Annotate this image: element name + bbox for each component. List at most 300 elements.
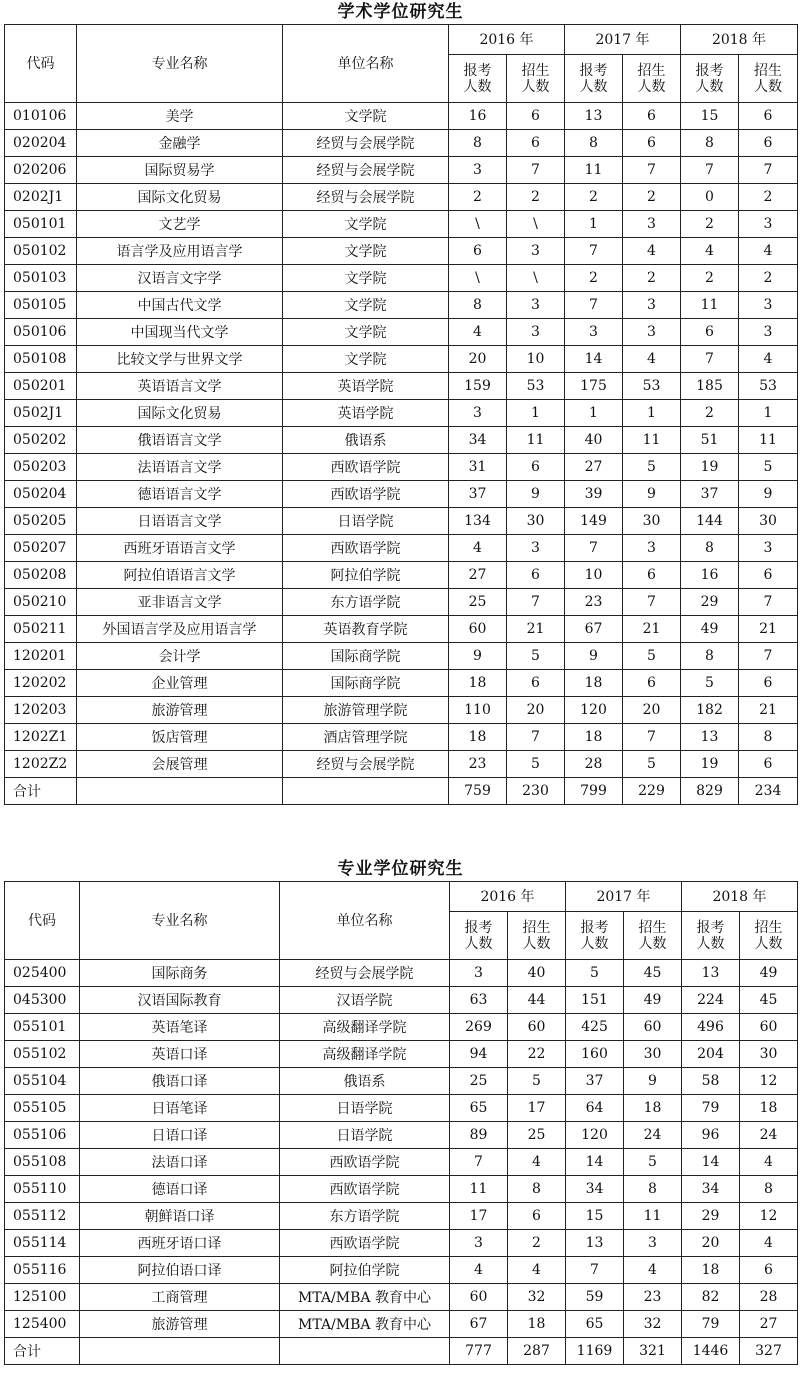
cell-2018-admitted: 9: [739, 481, 798, 508]
cell-major: 英语笔译: [80, 1014, 280, 1041]
cell-major: 阿拉伯语语言文学: [77, 562, 283, 589]
cell-2018-applied: 79: [682, 1311, 740, 1338]
total-cell: 321: [624, 1338, 682, 1365]
header-admitted: 招生人数: [623, 55, 681, 103]
cell-2017-applied: 5: [566, 960, 624, 987]
cell-2016-applied: 11: [450, 1176, 508, 1203]
cell-2016-applied: 269: [450, 1014, 508, 1041]
header-year-2016: 2016 年: [450, 882, 566, 912]
cell-2016-applied: 3: [450, 960, 508, 987]
cell-2017-applied: 14: [565, 346, 623, 373]
cell-2017-admitted: 9: [624, 1068, 682, 1095]
cell-major: 比较文学与世界文学: [77, 346, 283, 373]
cell-2018-admitted: 49: [740, 960, 798, 987]
cell-unit: 俄语系: [283, 427, 449, 454]
cell-2016-admitted: 7: [507, 589, 565, 616]
cell-2016-admitted: 3: [507, 319, 565, 346]
cell-2017-applied: 37: [566, 1068, 624, 1095]
cell-code: 055114: [5, 1230, 80, 1257]
cell-code: 055116: [5, 1257, 80, 1284]
total-row: [5, 778, 798, 805]
cell-2018-applied: 79: [682, 1095, 740, 1122]
total-cell: [283, 778, 449, 805]
cell-2016-applied: 27: [449, 562, 507, 589]
cell-major: 饭店管理: [77, 724, 283, 751]
cell-2016-applied: 134: [449, 508, 507, 535]
cell-2018-applied: 13: [682, 960, 740, 987]
cell-2018-applied: 82: [682, 1284, 740, 1311]
cell-code: 050210: [5, 589, 77, 616]
cell-2018-applied: 4: [681, 238, 739, 265]
cell-2018-admitted: 6: [739, 562, 798, 589]
cell-2018-admitted: 60: [740, 1014, 798, 1041]
cell-2018-admitted: 7: [739, 643, 798, 670]
table-row: [5, 589, 798, 616]
cell-2016-admitted: 5: [507, 751, 565, 778]
cell-2016-applied: 17: [450, 1203, 508, 1230]
cell-major: 亚非语言文学: [77, 589, 283, 616]
cell-major: 西班牙语语言文学: [77, 535, 283, 562]
cell-unit: MTA/MBA 教育中心: [280, 1284, 450, 1311]
cell-2017-admitted: 2: [623, 184, 681, 211]
cell-code: 050208: [5, 562, 77, 589]
cell-unit: 日语学院: [280, 1095, 450, 1122]
cell-code: 050211: [5, 616, 77, 643]
table-row: [5, 1176, 798, 1203]
cell-2018-applied: 8: [681, 643, 739, 670]
cell-2018-admitted: 3: [739, 211, 798, 238]
cell-2017-applied: 151: [566, 987, 624, 1014]
cell-2016-admitted: 6: [508, 1203, 566, 1230]
cell-2018-admitted: 45: [740, 987, 798, 1014]
cell-major: 外国语言学及应用语言学: [77, 616, 283, 643]
cell-2016-applied: 110: [449, 697, 507, 724]
header-applied: 报考人数: [566, 912, 624, 960]
table-row: [5, 481, 798, 508]
cell-unit: 高级翻译学院: [280, 1014, 450, 1041]
cell-2017-admitted: 4: [624, 1257, 682, 1284]
cell-2017-admitted: 5: [623, 454, 681, 481]
cell-unit: 英语学院: [283, 400, 449, 427]
header-year-2018: 2018 年: [682, 882, 798, 912]
total-cell: [77, 778, 283, 805]
cell-2016-admitted: 3: [507, 535, 565, 562]
cell-2018-applied: 2: [681, 400, 739, 427]
cell-2017-applied: 39: [565, 481, 623, 508]
cell-unit: 文学院: [283, 211, 449, 238]
cell-2017-admitted: 3: [623, 292, 681, 319]
cell-2018-admitted: 11: [739, 427, 798, 454]
header-year-2017: 2017 年: [566, 882, 682, 912]
cell-2018-applied: 15: [681, 103, 739, 130]
cell-2016-admitted: \: [507, 211, 565, 238]
cell-2018-applied: 13: [681, 724, 739, 751]
cell-2018-admitted: 3: [739, 319, 798, 346]
table-row: [5, 319, 798, 346]
cell-2018-applied: 11: [681, 292, 739, 319]
table-row: [5, 454, 798, 481]
cell-unit: 文学院: [283, 346, 449, 373]
table-row: [5, 103, 798, 130]
header-code: 代码: [5, 25, 77, 103]
academic-title: 学术学位研究生: [337, 2, 464, 22]
cell-2016-admitted: 53: [507, 373, 565, 400]
cell-unit: 阿拉伯学院: [280, 1257, 450, 1284]
cell-2018-admitted: 21: [739, 616, 798, 643]
total-cell: 229: [623, 778, 681, 805]
header-year-2016: 2016 年: [449, 25, 565, 55]
table-row: [5, 1068, 798, 1095]
cell-2017-applied: 160: [566, 1041, 624, 1068]
cell-major: 德语语言文学: [77, 481, 283, 508]
cell-2018-applied: 29: [681, 589, 739, 616]
cell-major: 汉语国际教育: [80, 987, 280, 1014]
table-row: [5, 697, 798, 724]
cell-unit: 高级翻译学院: [280, 1041, 450, 1068]
cell-2017-applied: 149: [565, 508, 623, 535]
cell-2018-admitted: 27: [740, 1311, 798, 1338]
cell-unit: 经贸与会展学院: [280, 960, 450, 987]
cell-2017-admitted: 18: [624, 1095, 682, 1122]
cell-2018-applied: 51: [681, 427, 739, 454]
table-row: [5, 1041, 798, 1068]
cell-code: 050108: [5, 346, 77, 373]
table-row: [5, 1230, 798, 1257]
cell-2016-applied: 23: [449, 751, 507, 778]
cell-2016-applied: 25: [450, 1068, 508, 1095]
cell-2018-applied: 144: [681, 508, 739, 535]
cell-2017-admitted: 1: [623, 400, 681, 427]
cell-code: 050106: [5, 319, 77, 346]
cell-major: 国际文化贸易: [77, 400, 283, 427]
cell-2016-admitted: 5: [508, 1068, 566, 1095]
table-row: [5, 157, 798, 184]
cell-2016-applied: 4: [450, 1257, 508, 1284]
cell-major: 工商管理: [80, 1284, 280, 1311]
cell-2017-admitted: 5: [623, 643, 681, 670]
total-cell: 234: [739, 778, 798, 805]
cell-2018-applied: 496: [682, 1014, 740, 1041]
cell-2016-admitted: 3: [507, 238, 565, 265]
cell-code: 050205: [5, 508, 77, 535]
cell-2017-admitted: 3: [623, 211, 681, 238]
cell-2018-admitted: 5: [739, 454, 798, 481]
cell-unit: 西欧语学院: [280, 1149, 450, 1176]
cell-major: 德语口译: [80, 1176, 280, 1203]
cell-2016-applied: 2: [449, 184, 507, 211]
table-row: [5, 1311, 798, 1338]
header-year-2018: 2018 年: [681, 25, 798, 55]
cell-2018-admitted: 1: [739, 400, 798, 427]
cell-unit: 日语学院: [283, 508, 449, 535]
cell-2018-admitted: 4: [739, 346, 798, 373]
cell-2017-admitted: 2: [623, 265, 681, 292]
total-cell: 759: [449, 778, 507, 805]
cell-unit: 经贸与会展学院: [283, 184, 449, 211]
cell-unit: 俄语系: [280, 1068, 450, 1095]
cell-2018-admitted: 4: [739, 238, 798, 265]
table-row: [5, 211, 798, 238]
cell-2016-applied: 8: [449, 292, 507, 319]
cell-2016-applied: 31: [449, 454, 507, 481]
table-row: [5, 1095, 798, 1122]
academic-table: [4, 24, 798, 805]
cell-2018-applied: 37: [681, 481, 739, 508]
total-cell: [80, 1338, 280, 1365]
cell-2018-admitted: 30: [740, 1041, 798, 1068]
cell-2017-admitted: 9: [623, 481, 681, 508]
cell-2017-admitted: 4: [623, 238, 681, 265]
cell-2018-applied: 96: [682, 1122, 740, 1149]
cell-2016-applied: 89: [450, 1122, 508, 1149]
cell-2016-admitted: 30: [507, 508, 565, 535]
cell-2016-applied: 34: [449, 427, 507, 454]
cell-2016-admitted: 4: [508, 1257, 566, 1284]
cell-2017-applied: 425: [566, 1014, 624, 1041]
cell-2016-admitted: 18: [508, 1311, 566, 1338]
cell-2018-admitted: 2: [739, 265, 798, 292]
cell-major: 国际贸易学: [77, 157, 283, 184]
cell-unit: 西欧语学院: [280, 1230, 450, 1257]
cell-2018-applied: 16: [681, 562, 739, 589]
table-row: [5, 373, 798, 400]
header-admitted: 招生人数: [508, 912, 566, 960]
cell-unit: 东方语学院: [283, 589, 449, 616]
cell-2017-admitted: 6: [623, 103, 681, 130]
cell-code: 050103: [5, 265, 77, 292]
cell-2018-admitted: 2: [739, 184, 798, 211]
cell-2017-applied: 1: [565, 211, 623, 238]
cell-2018-admitted: 28: [740, 1284, 798, 1311]
cell-unit: 阿拉伯学院: [283, 562, 449, 589]
table-row: [5, 643, 798, 670]
professional-table: [4, 881, 798, 1365]
cell-2018-admitted: 30: [739, 508, 798, 535]
cell-2016-admitted: 6: [507, 103, 565, 130]
cell-2017-admitted: 3: [623, 319, 681, 346]
cell-unit: 英语教育学院: [283, 616, 449, 643]
cell-major: 西班牙语口译: [80, 1230, 280, 1257]
cell-2017-admitted: 8: [624, 1176, 682, 1203]
table-row: [5, 616, 798, 643]
cell-2017-admitted: 60: [624, 1014, 682, 1041]
total-cell: 327: [740, 1338, 798, 1365]
cell-2017-applied: 13: [566, 1230, 624, 1257]
header-unit: 单位名称: [280, 882, 450, 960]
cell-code: 120203: [5, 697, 77, 724]
cell-2016-admitted: 2: [508, 1230, 566, 1257]
cell-2017-admitted: 32: [624, 1311, 682, 1338]
cell-unit: 国际商学院: [283, 643, 449, 670]
cell-code: 1202Z2: [5, 751, 77, 778]
cell-code: 120201: [5, 643, 77, 670]
cell-2018-applied: 34: [682, 1176, 740, 1203]
cell-2017-admitted: 3: [623, 535, 681, 562]
professional-title: 专业学位研究生: [337, 859, 464, 879]
cell-2017-applied: 175: [565, 373, 623, 400]
cell-2018-admitted: 18: [740, 1095, 798, 1122]
cell-major: 日语语言文学: [77, 508, 283, 535]
cell-2017-applied: 40: [565, 427, 623, 454]
cell-2016-admitted: 7: [507, 724, 565, 751]
cell-2018-admitted: 7: [739, 157, 798, 184]
cell-2017-applied: 1: [565, 400, 623, 427]
cell-2017-applied: 18: [565, 670, 623, 697]
cell-2016-admitted: 4: [508, 1149, 566, 1176]
table-row: [5, 1014, 798, 1041]
cell-2018-admitted: 8: [740, 1176, 798, 1203]
cell-2018-applied: 185: [681, 373, 739, 400]
cell-2016-admitted: 22: [508, 1041, 566, 1068]
total-cell: 1169: [566, 1338, 624, 1365]
cell-2016-admitted: 10: [507, 346, 565, 373]
cell-code: 010106: [5, 103, 77, 130]
cell-2016-applied: 3: [449, 400, 507, 427]
cell-2016-applied: 159: [449, 373, 507, 400]
cell-2016-applied: 25: [449, 589, 507, 616]
cell-2018-applied: 29: [682, 1203, 740, 1230]
table-row: [5, 292, 798, 319]
cell-unit: 文学院: [283, 265, 449, 292]
cell-unit: 文学院: [283, 238, 449, 265]
cell-2018-applied: 19: [681, 751, 739, 778]
cell-2016-admitted: 1: [507, 400, 565, 427]
cell-major: 朝鲜语口译: [80, 1203, 280, 1230]
cell-2016-admitted: 20: [507, 697, 565, 724]
cell-2017-admitted: 49: [624, 987, 682, 1014]
cell-major: 中国现当代文学: [77, 319, 283, 346]
cell-2016-admitted: 3: [507, 292, 565, 319]
cell-2018-applied: 7: [681, 157, 739, 184]
cell-2018-admitted: 21: [739, 697, 798, 724]
cell-2018-applied: 7: [681, 346, 739, 373]
total-cell: [280, 1338, 450, 1365]
cell-major: 语言学及应用语言学: [77, 238, 283, 265]
cell-major: 法语口译: [80, 1149, 280, 1176]
cell-2017-applied: 120: [565, 697, 623, 724]
header-year-2017: 2017 年: [565, 25, 681, 55]
cell-2018-applied: 6: [681, 319, 739, 346]
cell-2016-admitted: 2: [507, 184, 565, 211]
cell-major: 国际商务: [80, 960, 280, 987]
cell-2017-applied: 10: [565, 562, 623, 589]
cell-code: 0202J1: [5, 184, 77, 211]
cell-2016-applied: 7: [450, 1149, 508, 1176]
cell-2017-applied: 65: [566, 1311, 624, 1338]
cell-2018-applied: 58: [682, 1068, 740, 1095]
cell-2018-applied: 0: [681, 184, 739, 211]
cell-2017-admitted: 6: [623, 130, 681, 157]
cell-2017-applied: 59: [566, 1284, 624, 1311]
cell-2018-admitted: 6: [739, 103, 798, 130]
cell-unit: 经贸与会展学院: [283, 157, 449, 184]
cell-2017-applied: 11: [565, 157, 623, 184]
cell-unit: 文学院: [283, 319, 449, 346]
cell-code: 020206: [5, 157, 77, 184]
table-row: [5, 1122, 798, 1149]
cell-2017-admitted: 5: [624, 1149, 682, 1176]
header-applied: 报考人数: [682, 912, 740, 960]
cell-2016-applied: 37: [449, 481, 507, 508]
cell-2018-admitted: 53: [739, 373, 798, 400]
cell-2016-applied: 60: [449, 616, 507, 643]
cell-unit: 西欧语学院: [283, 454, 449, 481]
total-label: 合计: [5, 1338, 80, 1365]
cell-unit: MTA/MBA 教育中心: [280, 1311, 450, 1338]
cell-code: 050207: [5, 535, 77, 562]
total-cell: 230: [507, 778, 565, 805]
cell-2017-applied: 64: [566, 1095, 624, 1122]
cell-2018-admitted: 6: [739, 670, 798, 697]
cell-code: 055101: [5, 1014, 80, 1041]
cell-2018-admitted: 7: [739, 589, 798, 616]
cell-code: 0502J1: [5, 400, 77, 427]
cell-2016-applied: 65: [450, 1095, 508, 1122]
cell-2016-applied: 4: [449, 319, 507, 346]
cell-2018-admitted: 24: [740, 1122, 798, 1149]
cell-major: 阿拉伯语口译: [80, 1257, 280, 1284]
cell-2016-applied: 6: [449, 238, 507, 265]
cell-code: 055102: [5, 1041, 80, 1068]
cell-unit: 英语学院: [283, 373, 449, 400]
cell-2018-admitted: 8: [739, 724, 798, 751]
cell-unit: 经贸与会展学院: [283, 130, 449, 157]
cell-2016-admitted: 25: [508, 1122, 566, 1149]
cell-2016-applied: \: [449, 211, 507, 238]
cell-major: 企业管理: [77, 670, 283, 697]
cell-code: 050202: [5, 427, 77, 454]
table-row: [5, 1257, 798, 1284]
cell-unit: 旅游管理学院: [283, 697, 449, 724]
cell-2018-admitted: 6: [739, 751, 798, 778]
cell-2018-applied: 182: [681, 697, 739, 724]
cell-2017-admitted: 24: [624, 1122, 682, 1149]
table-row: [5, 987, 798, 1014]
header-applied: 报考人数: [449, 55, 507, 103]
cell-unit: 日语学院: [280, 1122, 450, 1149]
cell-code: 125400: [5, 1311, 80, 1338]
table-row: [5, 184, 798, 211]
cell-code: 055106: [5, 1122, 80, 1149]
total-cell: 777: [450, 1338, 508, 1365]
header-applied: 报考人数: [450, 912, 508, 960]
table-row: [5, 1203, 798, 1230]
cell-2017-admitted: 30: [623, 508, 681, 535]
cell-code: 020204: [5, 130, 77, 157]
cell-2017-applied: 2: [565, 184, 623, 211]
cell-2017-admitted: 3: [624, 1230, 682, 1257]
cell-2016-applied: 3: [450, 1230, 508, 1257]
cell-2018-applied: 8: [681, 130, 739, 157]
header-code: 代码: [5, 882, 80, 960]
cell-2016-admitted: 6: [507, 454, 565, 481]
cell-2017-applied: 2: [565, 265, 623, 292]
table-row: [5, 724, 798, 751]
cell-2017-admitted: 4: [623, 346, 681, 373]
cell-2018-applied: 20: [682, 1230, 740, 1257]
cell-major: 美学: [77, 103, 283, 130]
cell-2017-applied: 13: [565, 103, 623, 130]
cell-code: 120202: [5, 670, 77, 697]
cell-2016-admitted: \: [507, 265, 565, 292]
cell-2016-applied: 16: [449, 103, 507, 130]
table-row: [5, 1284, 798, 1311]
table-row: [5, 346, 798, 373]
cell-major: 会展管理: [77, 751, 283, 778]
cell-2016-admitted: 60: [508, 1014, 566, 1041]
cell-major: 文艺学: [77, 211, 283, 238]
cell-2017-admitted: 21: [623, 616, 681, 643]
